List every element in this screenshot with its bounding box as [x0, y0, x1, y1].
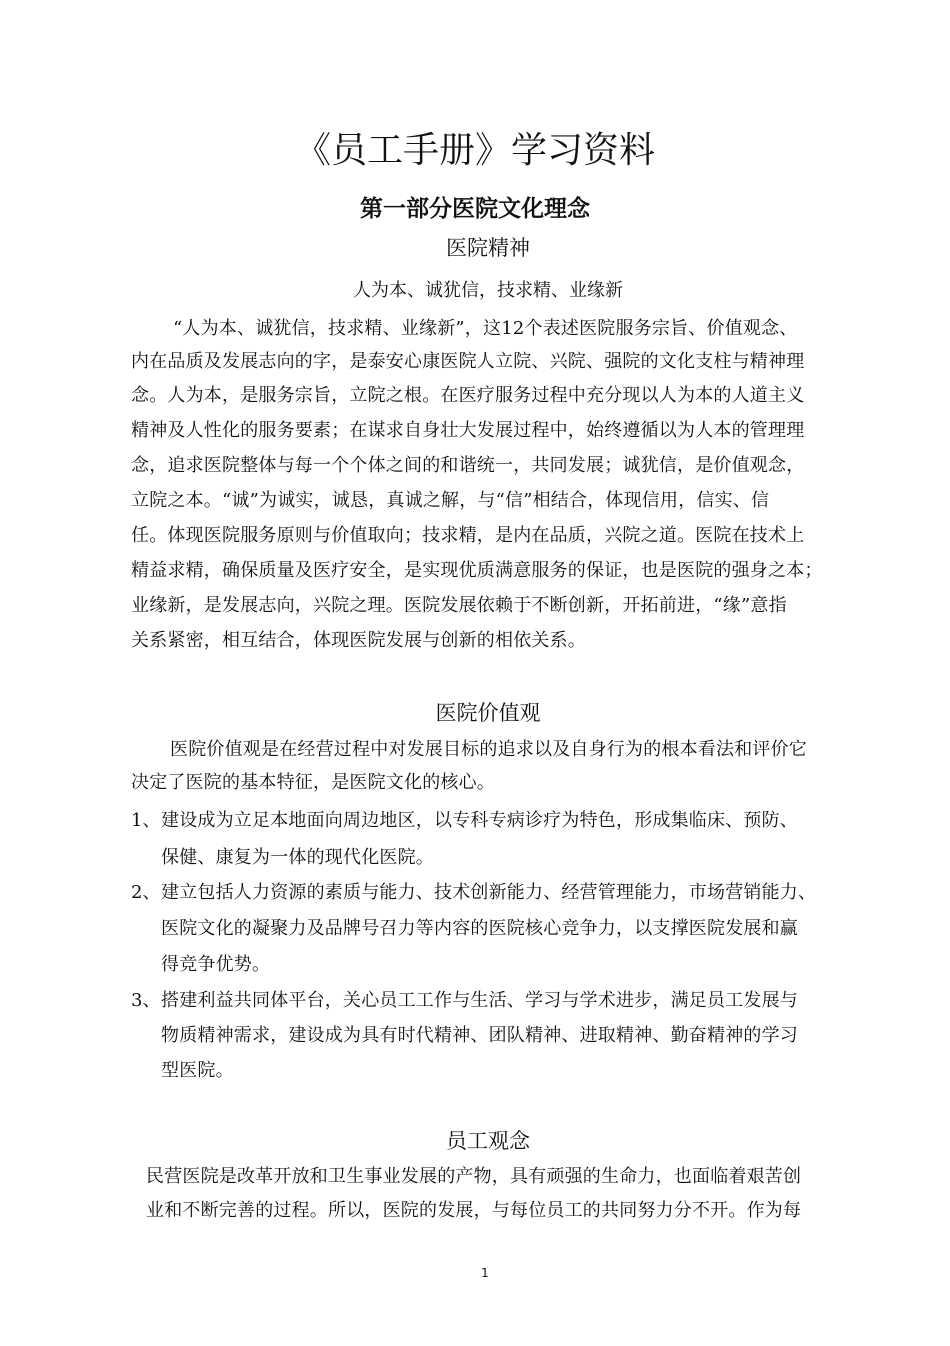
spirit-line: “人为本、诚犹信，技求精、业缘新”，这12个表述医院服务宗旨、价值观念、 [173, 318, 798, 339]
spirit-line: 念。人为本，是服务宗旨，立院之根。在医疗服务过程中充分现以人为本的人道主义 [131, 385, 805, 406]
values-intro-line: 医院价值观是在经营过程中对发展目标的追求以及自身行为的根本看法和评价它 [170, 739, 807, 760]
part-heading: 第一部分医院文化理念 [360, 196, 590, 222]
spirit-motto: 人为本、诚犹信，技求精、业缘新 [353, 280, 623, 301]
list-item-number: 2、 [131, 882, 161, 903]
section-heading-spirit: 医院精神 [446, 236, 530, 260]
list-item-line: 搭建利益共同体平台，关心员工工作与生活、学习与学术进步，满足员工发展与 [161, 990, 798, 1011]
spirit-line: 关系紧密，相互结合，体现医院发展与创新的相依关系。 [131, 630, 586, 651]
list-item-line: 建立包括人力资源的素质与能力、技术创新能力、经营管理能力，市场营销能力、 [161, 882, 817, 903]
spirit-line: 任。体现医院服务原则与价值取向；技求精，是内在品质，兴院之道。医院在技术上 [131, 525, 805, 546]
spirit-line: 业缘新，是发展志向，兴院之理。医院发展依赖于不断创新，开拓前进，“缘”意指 [131, 595, 787, 616]
list-item-number: 1、 [131, 810, 161, 831]
staff-line: 业和不断完善的过程。所以，医院的发展，与每位员工的共同努力分不开。作为每 [146, 1200, 802, 1221]
spirit-line: 精益求精，确保质量及医疗安全，是实现优质满意服务的保证，也是医院的强身之本； [131, 560, 823, 581]
list-item-line: 建设成为立足本地面向周边地区，以专科专病诊疗为特色，形成集临床、预防、 [161, 810, 798, 831]
section-heading-staff: 员工观念 [446, 1129, 530, 1153]
values-intro-line: 决定了医院的基本特征，是医院文化的核心。 [131, 772, 495, 793]
staff-line: 民营医院是改革开放和卫生事业发展的产物，具有顽强的生命力，也面临着艰苦创 [146, 1166, 802, 1187]
list-item-line: 得竞争优势。 [161, 954, 271, 975]
list-item-line: 物质精神需求，建设成为具有时代精神、团队精神、进取精神、勤奋精神的学习 [161, 1025, 798, 1046]
document-title: 《员工手册》学习资料 [294, 130, 655, 171]
list-item-number: 3、 [131, 990, 161, 1011]
page-number: 1 [481, 1266, 489, 1280]
list-item-line: 型医院。 [161, 1060, 234, 1081]
spirit-line: 立院之本。“诚”为诚实，诚恳，真诚之解，与“信”相结合，体现信用，信实、信 [131, 490, 770, 511]
list-item-line: 保健、康复为一体的现代化医院。 [161, 847, 434, 868]
spirit-line: 精神及人性化的服务要素；在谋求自身壮大发展过程中，始终遵循以为人本的管理理 [131, 420, 805, 441]
section-heading-values: 医院价值观 [435, 701, 541, 725]
spirit-line: 内在品质及发展志向的字，是泰安心康医院人立院、兴院、强院的文化支柱与精神理 [131, 351, 805, 372]
list-item-line: 医院文化的凝聚力及品牌号召力等内容的医院核心竞争力，以支撑医院发展和赢 [161, 918, 798, 939]
spirit-line: 念，追求医院整体与每一个个体之间的和谐统一，共同发展；诚犹信，是价值观念， [131, 455, 805, 476]
